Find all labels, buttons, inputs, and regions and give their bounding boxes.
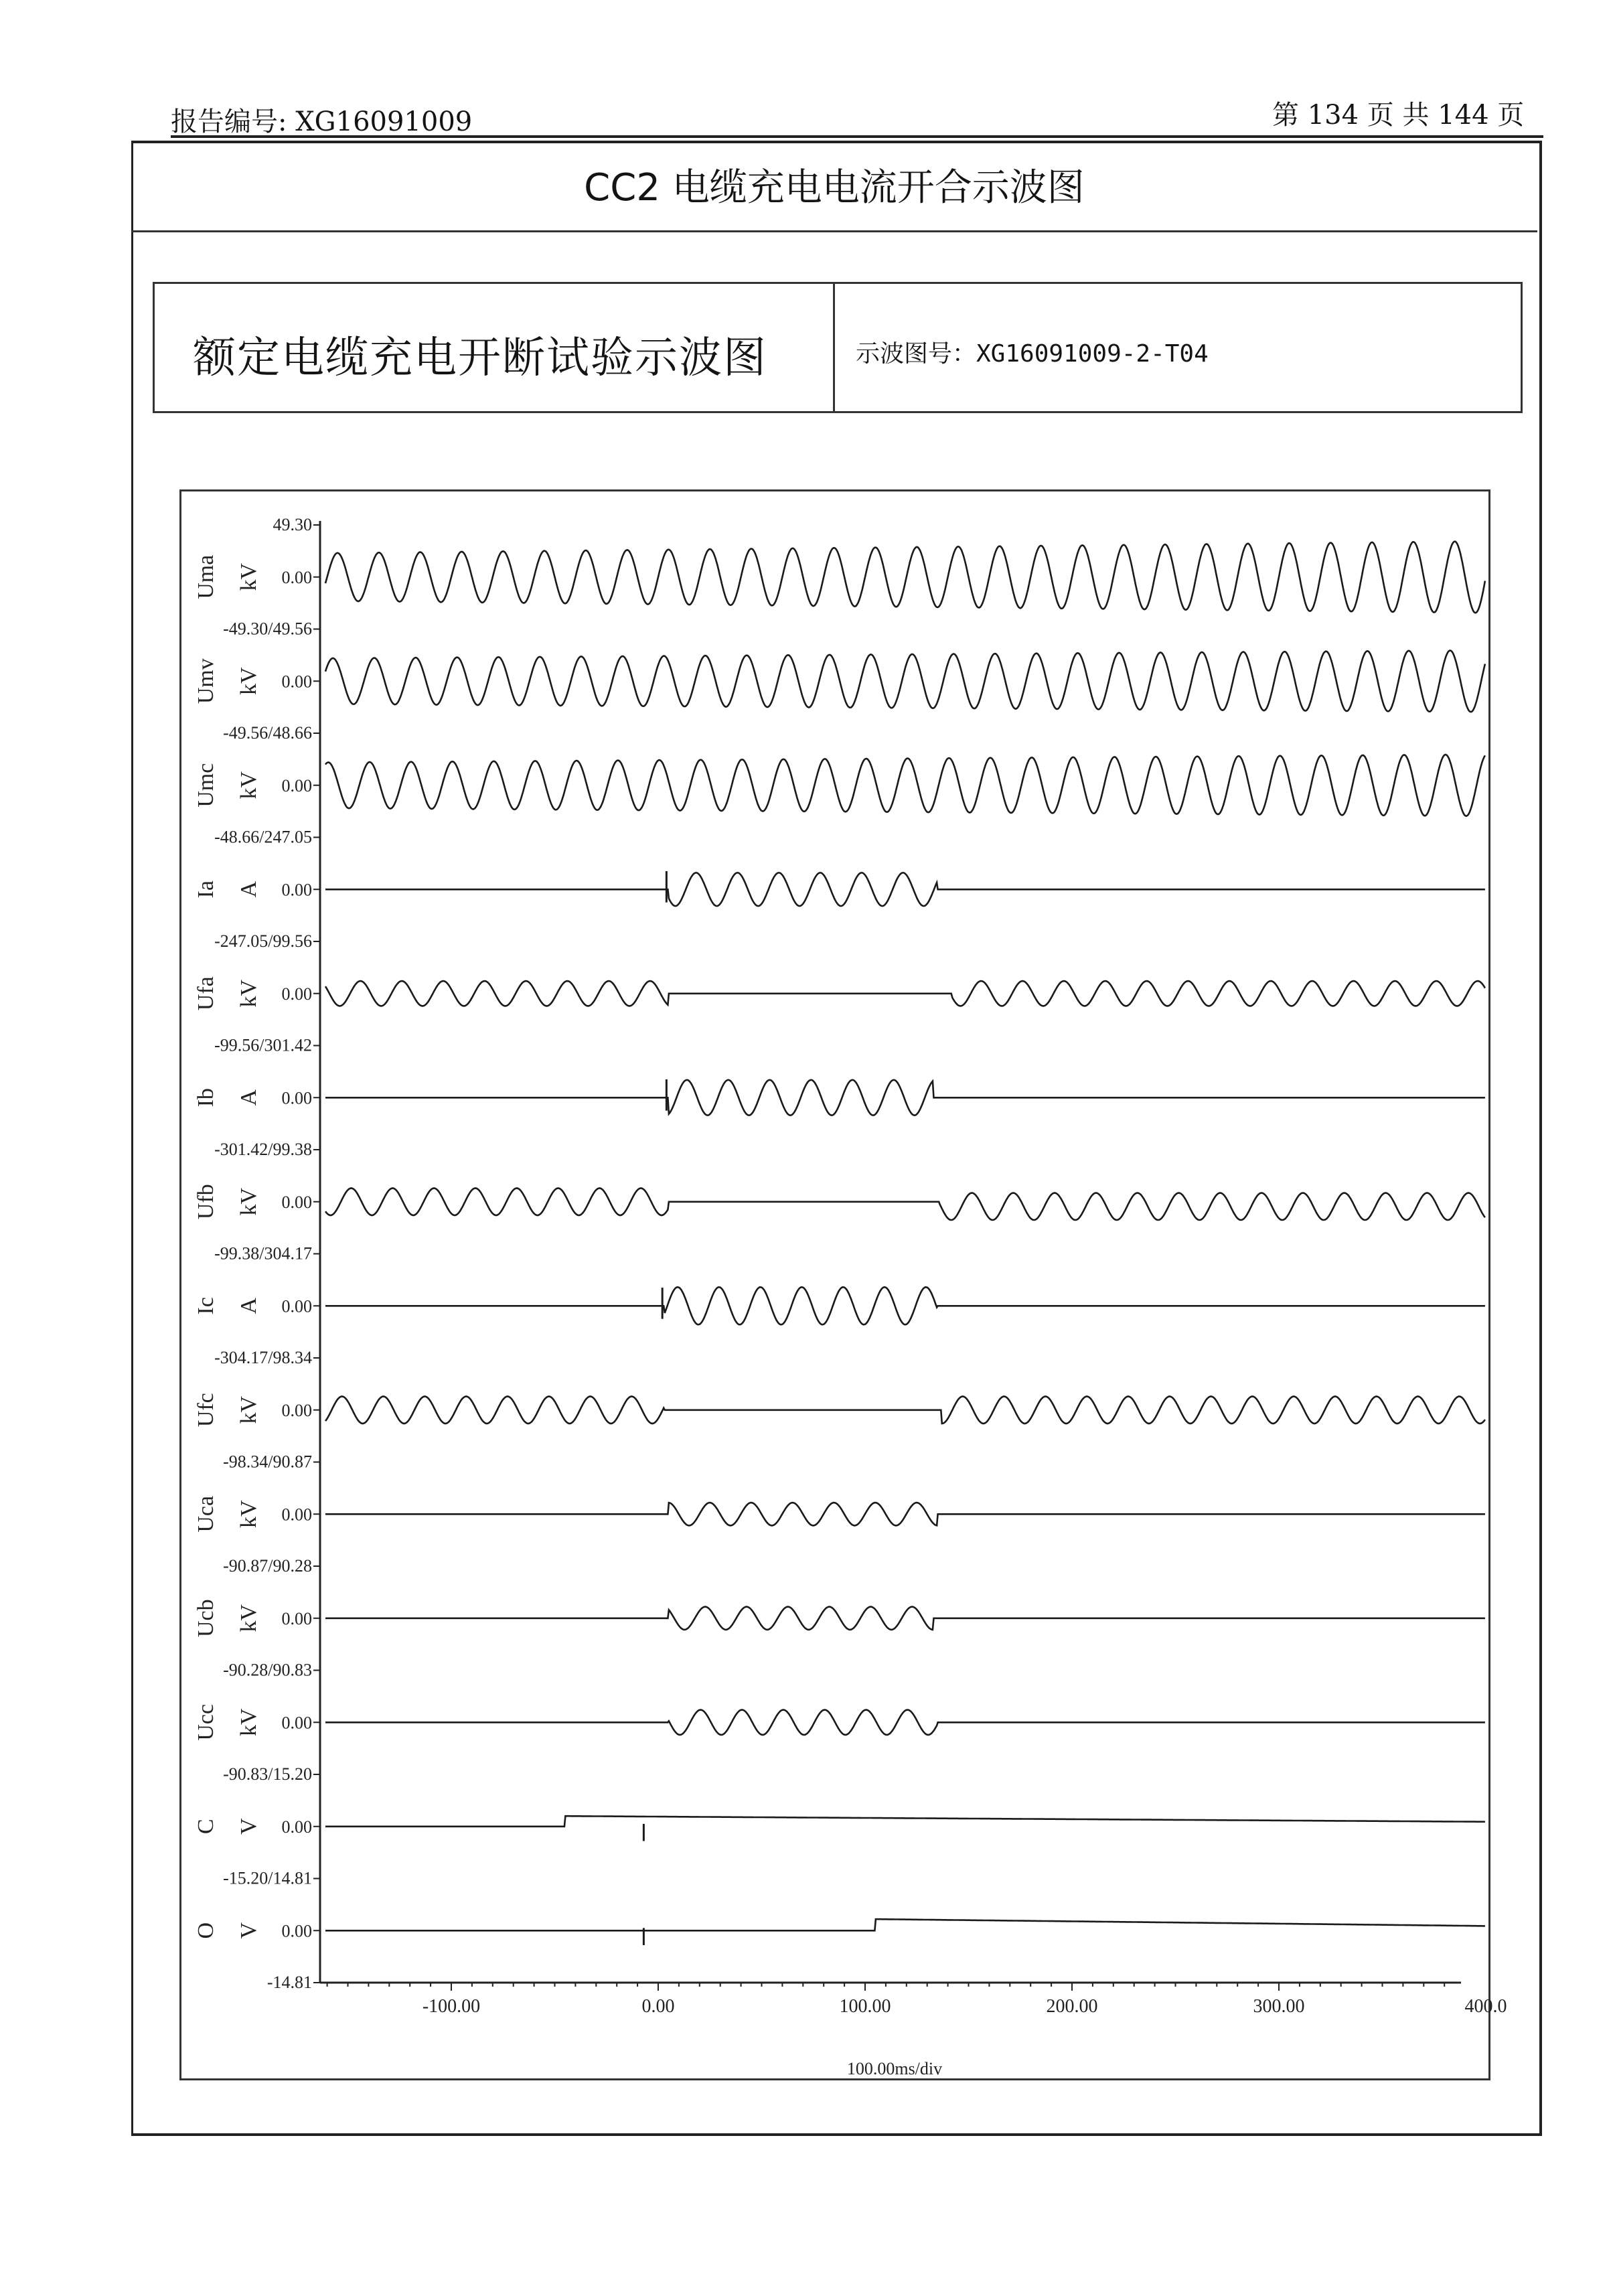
waveform-ic	[325, 1287, 1485, 1324]
channel-unit-ib: A	[236, 1089, 261, 1106]
channel-unit-ufb: kV	[236, 1187, 261, 1216]
waveform-ufc	[325, 1397, 1485, 1424]
channel-name-uca: Uca	[194, 1495, 218, 1533]
channel-name-umv: Umv	[194, 658, 218, 704]
channel-name-ib: Ib	[194, 1088, 218, 1107]
page-number: 第 134 页 共 144 页	[1272, 100, 1525, 131]
channel-name-ufa: Ufa	[194, 976, 218, 1011]
channel-name-ia: Ia	[194, 881, 218, 899]
x-tick-label: 300.00	[1253, 1996, 1305, 2017]
channel-unit-ia: A	[236, 881, 261, 898]
waveform-o	[325, 1919, 1485, 1930]
zero-label-ucc: 0.00	[281, 1713, 312, 1733]
waveform-c	[325, 1816, 1485, 1827]
document-title: CC2 电缆充电电流开合示波图	[584, 166, 1085, 210]
boundary-label-ic: -99.38/304.17	[214, 1243, 312, 1264]
waveform-ufa	[325, 981, 1485, 1006]
zero-label-ufb: 0.00	[281, 1192, 312, 1212]
zero-label-ic: 0.00	[281, 1296, 312, 1316]
boundary-label-ucb: -90.87/90.28	[223, 1556, 312, 1576]
boundary-label-ufc: -304.17/98.34	[214, 1348, 312, 1367]
channel-unit-umc: kV	[236, 771, 261, 799]
boundary-label-ufa: -247.05/99.56	[214, 931, 312, 951]
boundary-label-ucc: -90.28/90.83	[223, 1660, 312, 1680]
x-tick-label: 100.00	[839, 1996, 891, 2017]
channel-unit-ucc: kV	[236, 1708, 261, 1737]
channel-unit-c: V	[236, 1818, 261, 1835]
channel-unit-ufa: kV	[236, 979, 261, 1008]
zero-label-ia: 0.00	[281, 880, 312, 900]
channel-unit-ucb: kV	[236, 1604, 261, 1632]
oscillogram-number: 示波图号：XG16091009-2-T04	[856, 340, 1209, 368]
zero-label-uca: 0.00	[281, 1505, 312, 1525]
channel-name-ucb: Ucb	[194, 1599, 218, 1638]
zero-label-ucb: 0.00	[281, 1608, 312, 1628]
boundary-label-c: -90.83/15.20	[223, 1764, 312, 1784]
channel-unit-umv: kV	[236, 667, 261, 696]
x-tick-label: 400.0	[1464, 1996, 1507, 2017]
boundary-label-uma: 49.30	[273, 515, 312, 534]
channel-name-c: C	[194, 1819, 218, 1835]
x-tick-label: 200.00	[1046, 1996, 1098, 2017]
channel-name-ic: Ic	[194, 1297, 218, 1315]
x-tick-label: -100.00	[422, 1996, 481, 2017]
zero-label-ufc: 0.00	[281, 1400, 312, 1420]
channel-unit-uca: kV	[236, 1500, 261, 1529]
report-number: 报告编号: XG16091009	[171, 106, 473, 137]
channel-name-umc: Umc	[194, 763, 218, 808]
x-tick-label: 0.00	[641, 1996, 675, 2017]
boundary-label-umc: -49.56/48.66	[223, 723, 312, 743]
test-title: 额定电缆充电开断试验示波图	[193, 333, 767, 383]
boundary-label-end: -14.81	[266, 1973, 312, 1992]
zero-label-o: 0.00	[281, 1921, 312, 1941]
channel-unit-o: V	[236, 1922, 261, 1939]
waveform-ucc	[325, 1710, 1485, 1735]
boundary-label-uca: -98.34/90.87	[223, 1452, 312, 1472]
boundary-label-umv: -49.30/49.56	[223, 619, 312, 639]
waveform-uca	[325, 1503, 1485, 1525]
boundary-label-ufb: -301.42/99.38	[214, 1140, 312, 1159]
zero-label-c: 0.00	[281, 1817, 312, 1837]
waveform-ia	[325, 872, 1485, 906]
waveform-ufb	[325, 1189, 1485, 1221]
boundary-label-ib: -99.56/301.42	[214, 1035, 312, 1055]
boundary-label-o: -15.20/14.81	[223, 1868, 312, 1888]
boundary-label-ia: -48.66/247.05	[214, 827, 312, 847]
channel-unit-uma: kV	[236, 562, 261, 591]
channel-unit-ic: A	[236, 1297, 261, 1314]
waveform-umc	[325, 755, 1485, 816]
zero-label-ufa: 0.00	[281, 984, 312, 1004]
zero-label-uma: 0.00	[281, 567, 312, 587]
waveform-uma	[325, 542, 1485, 613]
channel-name-o: O	[194, 1922, 218, 1939]
zero-label-umv: 0.00	[281, 672, 312, 692]
waveform-umv	[325, 651, 1485, 712]
channel-name-ucc: Ucc	[194, 1703, 218, 1741]
channel-unit-ufc: kV	[236, 1395, 261, 1424]
channel-name-ufc: Ufc	[194, 1393, 218, 1428]
zero-label-umc: 0.00	[281, 775, 312, 795]
waveform-ucb	[325, 1607, 1485, 1630]
channel-name-uma: Uma	[194, 554, 218, 599]
channel-name-ufb: Ufb	[194, 1184, 218, 1220]
zero-label-ib: 0.00	[281, 1088, 312, 1108]
x-axis-label: 100.00ms/div	[846, 2059, 943, 2078]
waveform-ib	[325, 1080, 1485, 1116]
